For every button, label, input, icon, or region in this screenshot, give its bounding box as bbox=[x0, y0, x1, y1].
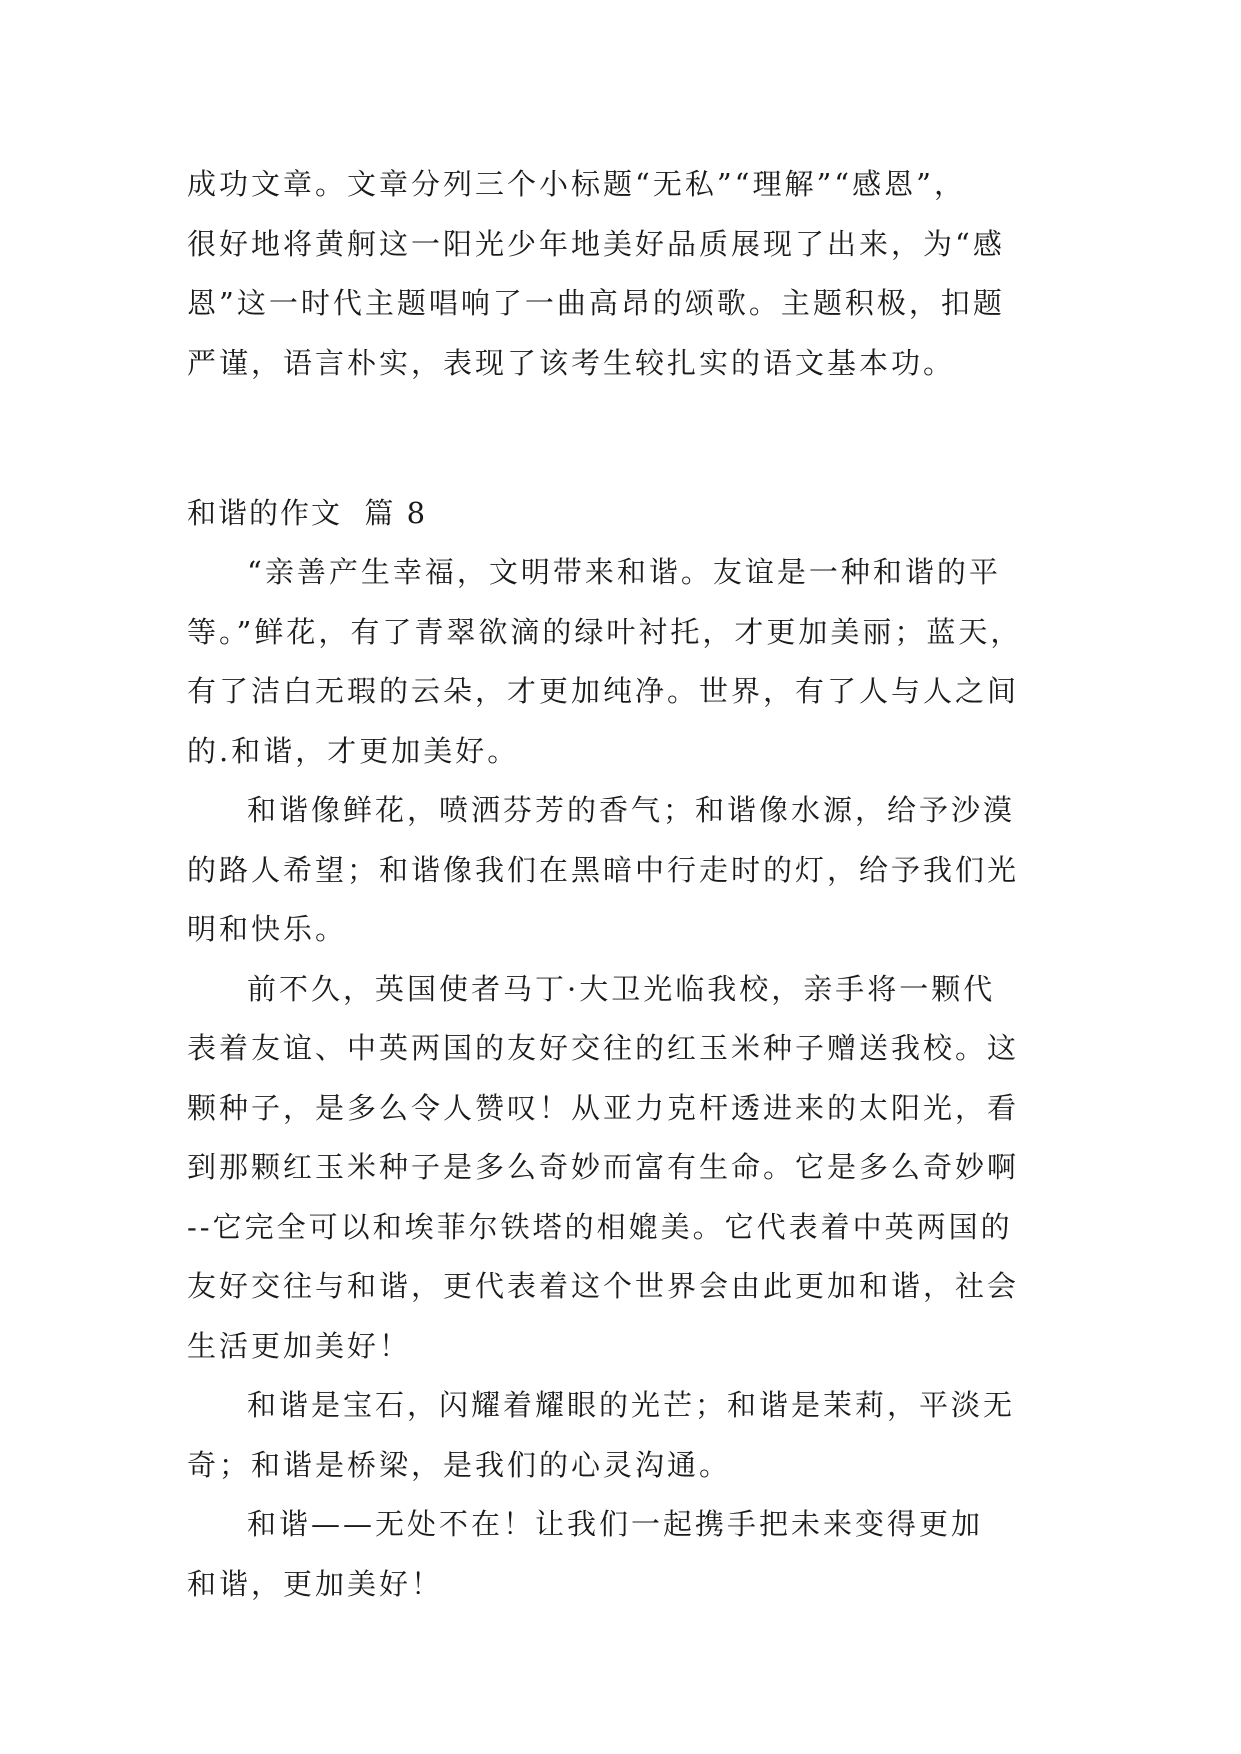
intro-line: 恩”这一时代主题唱响了一曲高昂的颂歌。主题积极，扣题 bbox=[187, 286, 1005, 320]
paragraph-line: 的.和谐，才更加美好。 bbox=[187, 733, 520, 768]
section-spacer bbox=[187, 393, 1057, 483]
intro-line: 很好地将黄舸这一阳光少年地美好品质展现了出来，为“感 bbox=[187, 226, 1005, 261]
paragraph-line: 和谐像鲜花，喷洒芬芳的香气；和谐像水源，给予沙漠 bbox=[247, 793, 1016, 827]
text-column bbox=[187, 155, 1057, 1614]
paragraph-line: 和谐是宝石，闪耀着耀眼的光芒；和谐是茉莉，平淡无 bbox=[247, 1388, 1016, 1422]
paragraph-line: 表着友谊、中英两国的友好交往的红玉米种子赠送我校。这 bbox=[187, 1031, 1020, 1065]
section-heading: 和谐的作文 篇 8 bbox=[187, 496, 428, 530]
paragraph-line: 的路人希望；和谐像我们在黑暗中行走时的灯，给予我们光 bbox=[187, 852, 1020, 887]
paragraph-line: --它完全可以和埃菲尔铁塔的相媲美。它代表着中英两国的 bbox=[187, 1209, 1013, 1244]
paragraph-line: 等。”鲜花，有了青翠欲滴的绿叶衬托，才更加美丽；蓝天， bbox=[187, 614, 1023, 649]
intro-line: 严谨，语言朴实，表现了该考生较扎实的语文基本功。 bbox=[187, 345, 956, 380]
intro-paragraph bbox=[187, 155, 1057, 393]
paragraph-line: “亲善产生幸福，文明带来和谐。友谊是一种和谐的平 bbox=[247, 555, 1001, 589]
paragraph-4 bbox=[187, 1376, 1057, 1495]
paragraph-5 bbox=[187, 1495, 1057, 1614]
paragraph-line: 奇；和谐是桥梁，是我们的心灵沟通。 bbox=[187, 1447, 732, 1482]
paragraph-line: 有了洁白无瑕的云朵，才更加纯净。世界，有了人与人之间 bbox=[187, 674, 1020, 708]
paragraph-line: 颗种子，是多么令人赞叹！从亚力克杆透进来的太阳光，看 bbox=[187, 1090, 1020, 1125]
paragraph-1 bbox=[187, 543, 1057, 781]
paragraph-line: 明和快乐。 bbox=[187, 912, 348, 946]
paragraph-line: 和谐，更加美好！ bbox=[187, 1566, 444, 1601]
paragraph-line: 和谐——无处不在！让我们一起携手把未来变得更加 bbox=[247, 1507, 984, 1541]
paragraph-line: 生活更加美好！ bbox=[187, 1328, 412, 1363]
paragraph-line: 前不久，英国使者马丁·大卫光临我校，亲手将一颗代 bbox=[247, 971, 996, 1006]
paragraph-2 bbox=[187, 781, 1057, 960]
paragraph-line: 友好交往与和谐，更代表着这个世界会由此更加和谐，社会 bbox=[187, 1269, 1020, 1303]
paragraph-line: 到那颗红玉米种子是多么奇妙而富有生命。它是多么奇妙啊 bbox=[187, 1150, 1020, 1184]
intro-line: 成功文章。文章分列三个小标题“无私”“理解”“感恩”， bbox=[187, 167, 966, 201]
paragraph-3 bbox=[187, 960, 1057, 1377]
